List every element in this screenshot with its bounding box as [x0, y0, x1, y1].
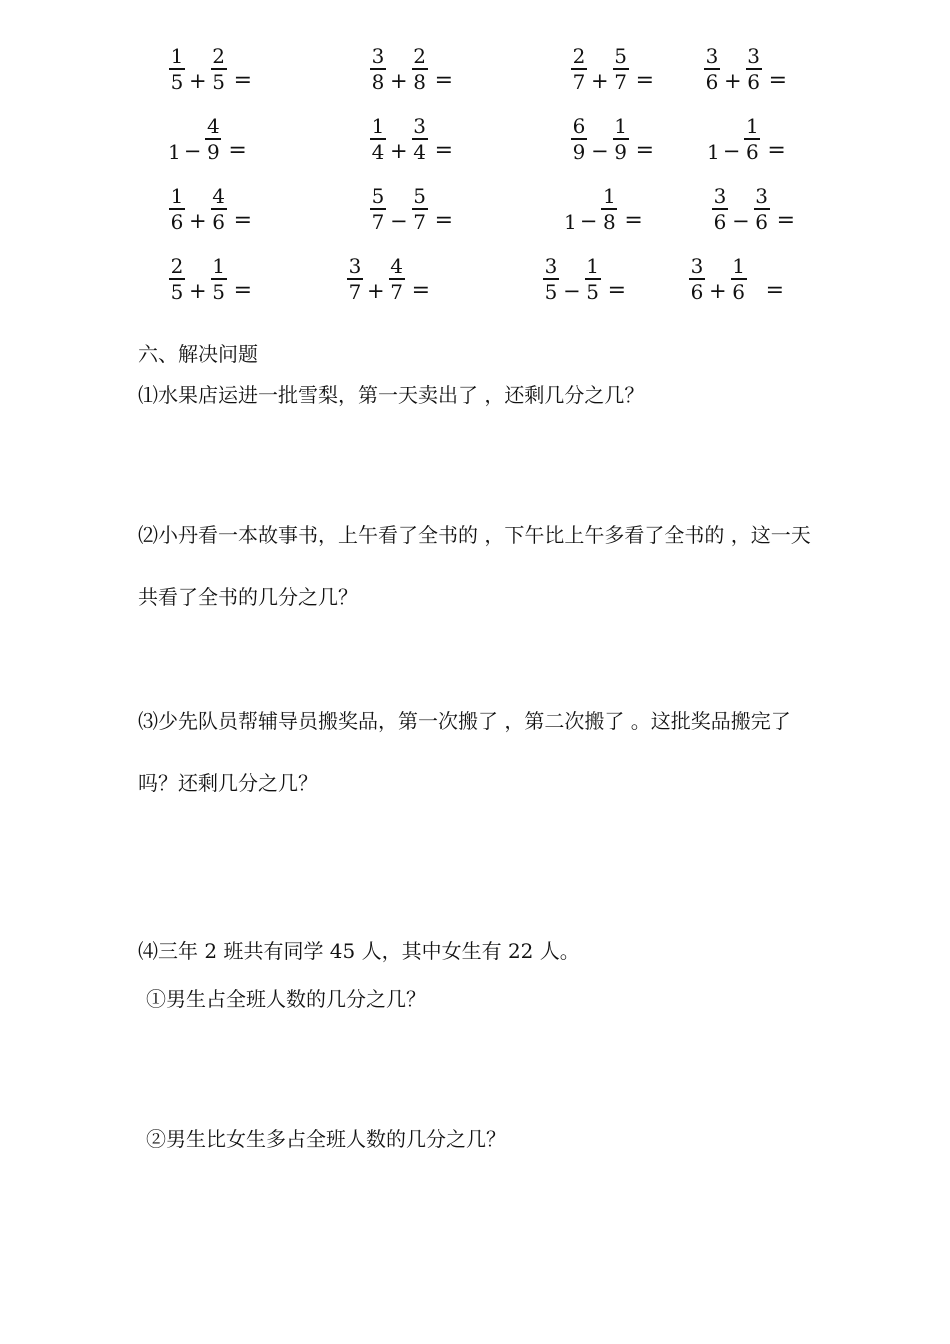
- problem-4-part-1: ①男生占全班人数的几分之几？: [146, 987, 426, 1011]
- problem-3: ⑶少先队员帮辅导员搬奖品，第一次搬了 ，第二次搬了 。这批奖品搬完了吗？还剩几分之几？: [138, 709, 791, 795]
- equals-sign: =: [768, 67, 788, 93]
- operator: +: [390, 138, 408, 163]
- operator: −: [183, 138, 202, 163]
- exercise-5: [168, 116, 247, 162]
- operator: −: [563, 278, 581, 303]
- equals-sign: =: [233, 277, 253, 303]
- equals-sign: =: [233, 207, 253, 233]
- operator: +: [591, 68, 609, 93]
- equals-sign: =: [765, 277, 785, 303]
- problem-2: ⑵小丹看一本故事书，上午看了全书的 ，下午比上午多看了全书的 ，这一天共看了全书的几分之几？: [138, 523, 811, 609]
- operator: +: [390, 68, 408, 93]
- fraction: $\frac{5}{7}$: [371, 184, 385, 234]
- exercise-7: [570, 116, 654, 162]
- fraction: $\frac{1}{5}$: [586, 254, 599, 304]
- fraction: $\frac{3}{5}$: [544, 254, 558, 304]
- fraction: $\frac{1}{4}$: [371, 114, 385, 164]
- exercise-13: [168, 256, 252, 302]
- whole-number: 1: [564, 209, 577, 234]
- exercise-12: [711, 186, 795, 232]
- fraction: $\frac{1}{5}$: [212, 254, 225, 304]
- fraction: $\frac{3}{6}$: [747, 44, 760, 94]
- exercise-10: [369, 186, 453, 232]
- operator: −: [390, 208, 408, 233]
- operator: −: [722, 138, 741, 163]
- equals-sign: =: [624, 207, 643, 233]
- fraction: $\frac{2}{7}$: [572, 44, 586, 94]
- equals-sign: =: [635, 137, 655, 163]
- fraction: $\frac{3}{8}$: [371, 44, 385, 94]
- fraction: $\frac{2}{5}$: [212, 44, 225, 94]
- fraction: $\frac{1}{5}$: [170, 44, 184, 94]
- fraction: $\frac{3}{4}$: [413, 114, 426, 164]
- exercise-16: [688, 256, 784, 302]
- fraction: $\frac{5}{7}$: [614, 44, 627, 94]
- fraction: $\frac{3}{6}$: [705, 44, 719, 94]
- equals-sign: =: [233, 67, 253, 93]
- fraction: $\frac{4}{6}$: [212, 184, 225, 234]
- exercise-15: [542, 256, 626, 302]
- fraction: $\frac{3}{6}$: [713, 184, 727, 234]
- fraction: $\frac{5}{7}$: [413, 184, 426, 234]
- exercise-6: [369, 116, 453, 162]
- equals-sign: =: [434, 137, 454, 163]
- problem-4: ⑷三年 2 班共有同学 45 人，其中女生有 22 人。: [138, 939, 580, 963]
- exercise-11: [564, 186, 643, 232]
- problem-4-part-2: ②男生比女生多占全班人数的几分之几？: [146, 1127, 506, 1151]
- fraction: $\frac{4}{7}$: [390, 254, 403, 304]
- operator: −: [591, 138, 609, 163]
- equals-sign: =: [776, 207, 796, 233]
- exercise-9: [168, 186, 252, 232]
- fraction: $\frac{3}{7}$: [348, 254, 362, 304]
- fraction: $\frac{1}{6}$: [170, 184, 184, 234]
- operator: +: [367, 278, 385, 303]
- equals-sign: =: [434, 207, 454, 233]
- operator: +: [189, 208, 207, 233]
- whole-number: 1: [168, 139, 181, 164]
- equals-sign: =: [228, 137, 247, 163]
- fraction: $\frac{2}{5}$: [170, 254, 184, 304]
- operator: +: [189, 278, 207, 303]
- exercise-3: [570, 46, 654, 92]
- operator: +: [724, 68, 742, 93]
- equals-sign: =: [434, 67, 454, 93]
- equals-sign: =: [607, 277, 627, 303]
- fraction: $\frac{3}{6}$: [690, 254, 704, 304]
- operator: +: [189, 68, 207, 93]
- exercise-4: [703, 46, 787, 92]
- fraction: $\frac{1}{6}$: [732, 254, 745, 304]
- equals-sign: =: [411, 277, 431, 303]
- fraction: $\frac{6}{9}$: [572, 114, 586, 164]
- fraction: $\frac{1}{8}$: [602, 184, 616, 234]
- section-title: 六、解决问题: [138, 342, 258, 366]
- equals-sign: =: [767, 137, 786, 163]
- operator: −: [732, 208, 750, 233]
- whole-number: 1: [707, 139, 720, 164]
- problem-1: ⑴水果店运进一批雪梨，第一天卖出了 ，还剩几分之几？: [138, 383, 645, 407]
- operator: +: [709, 278, 727, 303]
- equals-sign: =: [635, 67, 655, 93]
- fraction: $\frac{3}{6}$: [755, 184, 768, 234]
- exercise-8: [707, 116, 786, 162]
- exercise-2: [369, 46, 453, 92]
- exercise-14: [346, 256, 430, 302]
- exercise-1: [168, 46, 252, 92]
- fraction: $\frac{2}{8}$: [413, 44, 426, 94]
- operator: −: [579, 208, 598, 233]
- fraction: $\frac{1}{6}$: [745, 114, 759, 164]
- fraction: $\frac{1}{9}$: [614, 114, 627, 164]
- fraction: $\frac{4}{9}$: [206, 114, 220, 164]
